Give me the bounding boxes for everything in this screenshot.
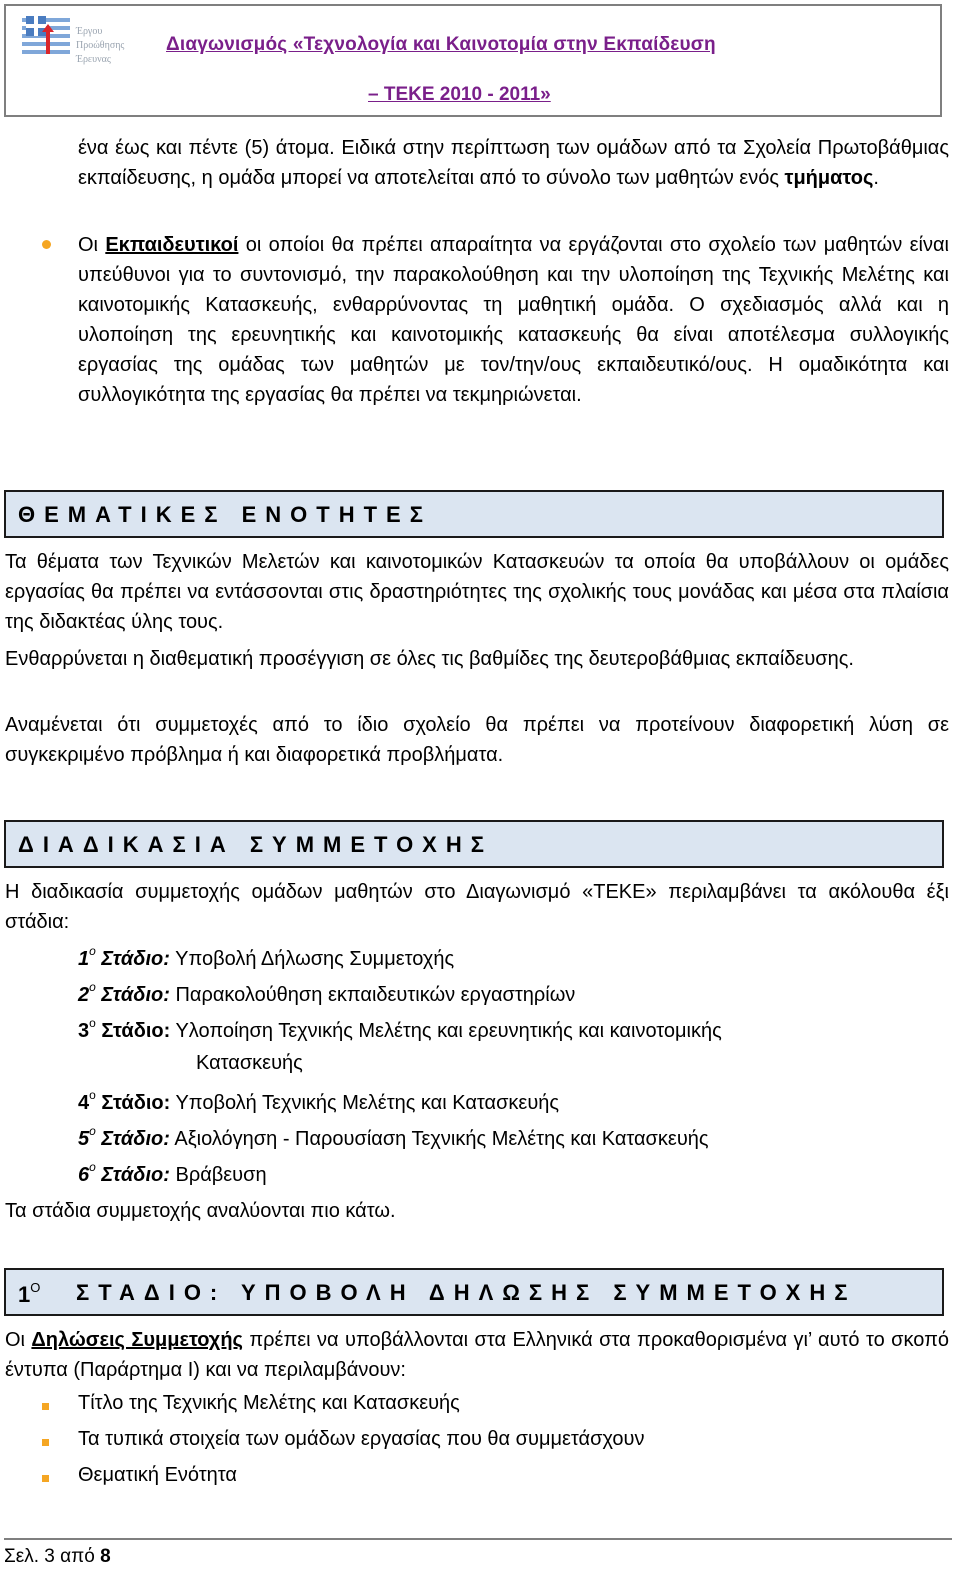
stage-item: $4^o$ Στάδιο: Υποβολή Τεχνικής Μελέτης και Κατασκευής xyxy=(78,1088,560,1114)
page-header xyxy=(4,4,942,117)
procedure-outro: Τα στάδια συμμετοχής αναλύονται πιο κάτω. xyxy=(5,1200,396,1222)
list-item: Τα τυπικά στοιχεία των ομάδων εργασίας που θα συμμετάσχουν xyxy=(78,1428,645,1450)
square-bullet-icon xyxy=(42,1403,49,1410)
header-subtitle[interactable]: – ΤΕΚΕ 2010 - 2011» xyxy=(368,84,551,105)
section-heading-themes xyxy=(4,490,944,538)
procedure-heading-text: ΔΙΑΔΙΚΑΣΙΑ ΣΥΜΜΕΤΟΧΗΣ xyxy=(18,832,493,857)
bullet-icon xyxy=(42,240,51,249)
stage-item: $2^o$ Στάδιο: Παρακολούθηση εκπαιδευτικών εργαστηρίων xyxy=(78,980,576,1006)
stage-item: $6^o$ Στάδιο: Βράβευση xyxy=(78,1160,267,1186)
square-bullet-icon xyxy=(42,1475,49,1482)
header-title[interactable]: Διαγωνισμός «Τεχνολογία και Καινοτομία στην Εκπαίδευση xyxy=(166,34,716,55)
themes-paragraph-3: Αναμένεται ότι συμμετοχές από το ίδιο σχολείο θα πρέπει να προτείνουν διαφορετική λύση σε συγκεκριμένο πρόβλημα ή και διαφορετικά προβλήματα. xyxy=(5,714,949,766)
svg-text:Έρευνας: Έρευνας xyxy=(76,54,111,65)
svg-text:Έργου: Έργου xyxy=(76,26,103,37)
svg-text:Προώθησης: Προώθησης xyxy=(76,40,125,51)
intro-bold-word: τμήματος xyxy=(784,167,874,189)
page-number: Σελ. 3 από 8 xyxy=(4,1546,111,1567)
themes-paragraph-2: Ενθαρρύνεται η διαθεματική προσέγγιση σε όλες τις βαθμίδες της δευτεροβάθμιας εκπαίδευσης. xyxy=(5,648,854,670)
educators-bullet-paragraph xyxy=(78,230,949,410)
section-heading-stage1 xyxy=(4,1268,944,1316)
intro-text: ένα έως και πέντε (5) άτομα. Ειδικά στην περίπτωση των ομάδων από τα Σχολεία Πρωτοβάθμιας εκπαίδευσης, η ομάδα μπορεί να αποτελείται από το σύνολο των μαθητών ενός xyxy=(78,137,949,189)
stage-item: $1^o$ Στάδιο: Υποβολή Δήλωσης Συμμετοχής xyxy=(78,944,455,970)
section-heading-procedure xyxy=(4,820,944,868)
stage1-paragraph: Οι Δηλώσεις Συμμετοχής πρέπει να υποβάλλονται στα Ελληνικά στα προκαθορισμένα γι’ αυτό το σκοπό έντυπα (Παράρτημα Ι) και να περιλαμβάνουν: xyxy=(5,1329,949,1381)
bullet-text: οι οποίοι θα πρέπει απαραίτητα να εργάζονται στο σχολείο των μαθητών είναι υπεύθυνοι για το συντονισμό, την παρακολούθηση και την υλοποίηση της Τεχνικής Μελέτης και καινοτομικής Κατασκευής, ενθαρρύνοντας τη μαθητική ομάδα. Ο σχεδιασμός αλλά και η υλοποίηση της ερευνητικής και καινοτομικής κατασκευής θα είναι αποτέλεσμα συλλογικής εργασίας της ομάδας των μαθητών με τον/την/ους εκπαιδευτικό/ους. Η ομαδικότητα και συλλογικότητα της εργασίας θα πρέπει να τεκμηριώνεται. xyxy=(78,234,949,406)
stage-item-continuation: Κατασκευής xyxy=(196,1052,303,1074)
stage1-heading-text: ΣΤΑΔΙΟ: ΥΠΟΒΟΛΗ ΔΗΛΩΣΗΣ ΣΥΜΜΕΤΟΧΗΣ xyxy=(76,1280,857,1305)
intro-continuation xyxy=(78,133,949,193)
stage-item: $3^o$ Στάδιο: Υλοποίηση Τεχνικής Μελέτης και ερευνητικής και καινοτομικής xyxy=(78,1016,722,1042)
footer-divider xyxy=(4,1538,952,1540)
project-logo xyxy=(20,12,160,72)
bullet-prefix: Οι xyxy=(78,234,106,256)
intro-period: . xyxy=(873,167,879,189)
square-bullet-icon xyxy=(42,1439,49,1446)
stage1-heading-num: $1^O$ xyxy=(18,1280,41,1307)
themes-heading-text: ΘΕΜΑΤΙΚΕΣ ΕΝΟΤΗΤΕΣ xyxy=(18,502,432,527)
list-item: Θεματική Ενότητα xyxy=(78,1464,237,1486)
themes-paragraph-1: Τα θέματα των Τεχνικών Μελετών και καινοτομικών Κατασκευών τα οποία θα υποβάλλουν οι ομάδες εργασίας θα πρέπει να εντάσσονται στις δραστηριότητες της σχολικής τους μονάδας και μέσα στα πλαίσια της διδακτέας ύλης τους. xyxy=(5,551,949,633)
declarations-term: Δηλώσεις Συμμετοχής xyxy=(31,1329,243,1351)
logo-graphic xyxy=(20,12,160,72)
procedure-intro: Η διαδικασία συμμετοχής ομάδων μαθητών στο Διαγωνισμό «ΤΕΚΕ» περιλαμβάνει τα ακόλουθα έξι στάδια: xyxy=(5,881,949,933)
educators-term: Εκπαιδευτικοί xyxy=(105,234,239,256)
stage-item: $5^o$ Στάδιο: Αξιολόγηση - Παρουσίαση Τεχνικής Μελέτης και Κατασκευής xyxy=(78,1124,709,1150)
list-item: Τίτλο της Τεχνικής Μελέτης και Κατασκευής xyxy=(78,1392,460,1414)
